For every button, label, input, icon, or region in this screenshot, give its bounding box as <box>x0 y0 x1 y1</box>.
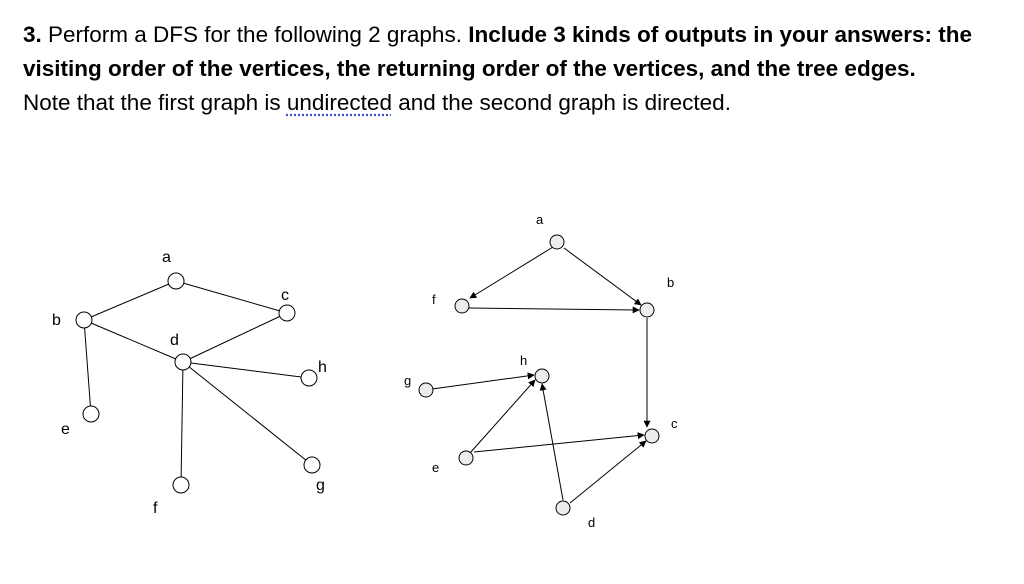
g2-edge-a-f <box>470 247 553 298</box>
g1-label-b: b <box>52 312 61 329</box>
g1-node-f <box>173 477 189 493</box>
g1-node-e <box>83 406 99 422</box>
g2-label-g: g <box>404 373 412 388</box>
g2-node-h <box>535 369 549 383</box>
g1-label-e: e <box>61 421 70 438</box>
g1-label-a: a <box>162 249 171 266</box>
g2-edge-a-b <box>564 248 641 305</box>
g1-edge-d-h <box>183 362 309 378</box>
g2-label-c: c <box>671 416 678 431</box>
g2-label-f: f <box>432 292 436 307</box>
graph2-nodes <box>419 235 659 515</box>
g2-node-d <box>556 501 570 515</box>
g1-label-d: d <box>170 332 179 349</box>
note-underlined-word: undirected <box>286 90 392 115</box>
question-plain-text: Perform a DFS for the following 2 graphs. <box>41 22 469 47</box>
graph1 <box>76 273 320 493</box>
g1-node-a <box>168 273 184 289</box>
g1-node-d <box>175 354 191 370</box>
g1-edge-b-a <box>84 281 176 320</box>
g2-edge-f-b <box>469 308 639 310</box>
g2-node-f <box>455 299 469 313</box>
question-number: 3. <box>23 22 42 47</box>
g1-node-c <box>279 305 295 321</box>
g1-edge-d-c <box>183 313 287 362</box>
g2-edge-e-h <box>470 380 535 453</box>
g2-label-e: e <box>432 460 440 475</box>
g2-edge-d-h <box>542 384 563 500</box>
g2-label-a: a <box>536 212 544 227</box>
g2-edge-d-c <box>570 441 646 503</box>
g1-edge-d-f <box>181 362 183 485</box>
g1-label-c: c <box>281 287 289 304</box>
g2-node-a <box>550 235 564 249</box>
g1-label-g: g <box>316 477 325 494</box>
g2-node-b <box>640 303 654 317</box>
g2-label-h: h <box>520 353 528 368</box>
g1-node-h <box>301 370 317 386</box>
g1-node-b <box>76 312 92 328</box>
g1-label-f: f <box>153 500 158 517</box>
note-prefix: Note that the first graph is <box>23 90 287 115</box>
g2-label-b: b <box>667 275 675 290</box>
g1-edge-a-c <box>176 281 287 313</box>
g2-node-g <box>419 383 433 397</box>
graph1-labels <box>52 249 327 517</box>
g1-edge-d-g <box>183 362 312 465</box>
g1-edge-b-e <box>84 320 91 414</box>
g2-edge-e-c <box>474 435 644 452</box>
note-suffix: and the second graph is directed. <box>391 90 731 115</box>
g1-node-g <box>304 457 320 473</box>
g2-node-e <box>459 451 473 465</box>
question-bold-text: Include 3 kinds of outputs in your answers: the visiting order of the vertices, the returning order of the vertices, and the tree edges. <box>23 22 973 81</box>
g2-label-d: d <box>588 515 596 530</box>
g1-edge-b-d <box>84 320 183 362</box>
g1-label-h: h <box>318 359 327 376</box>
g2-edge-g-h <box>432 375 534 389</box>
g2-node-c <box>645 429 659 443</box>
